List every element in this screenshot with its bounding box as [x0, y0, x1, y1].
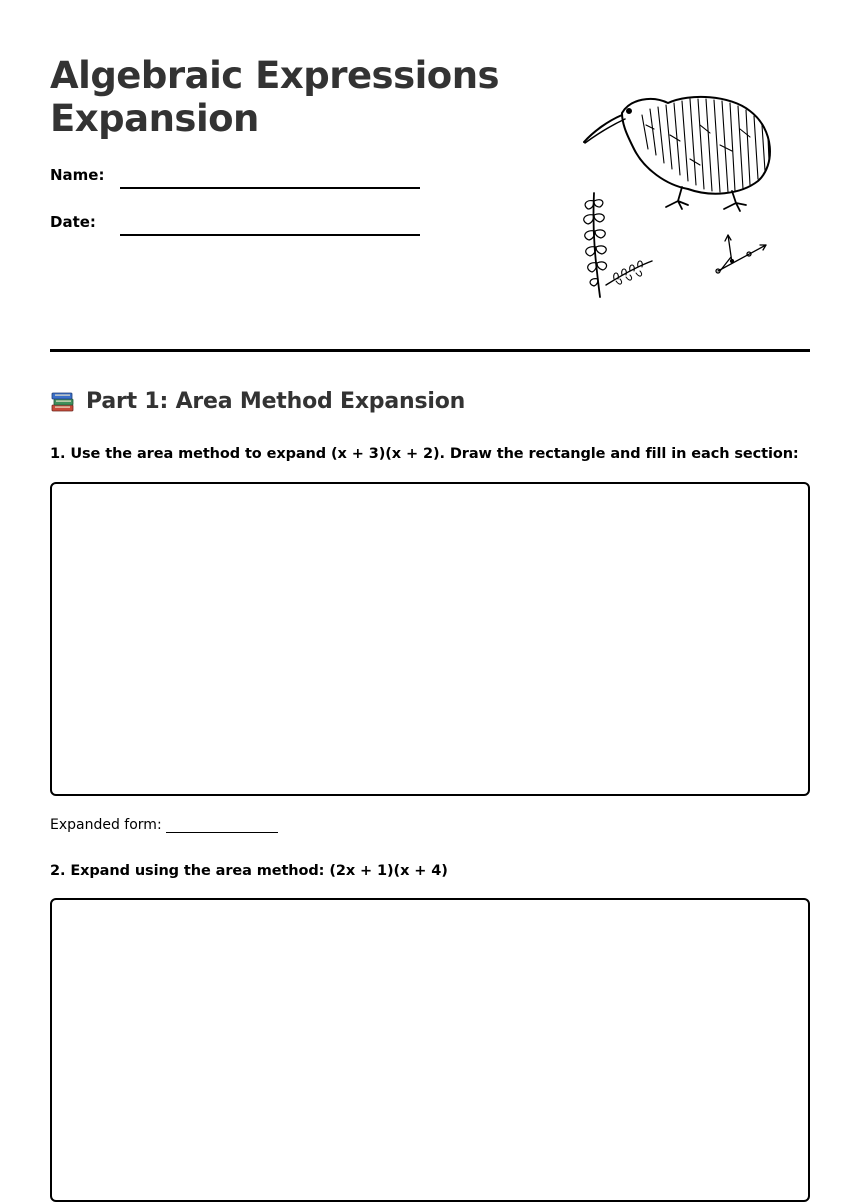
name-label: Name: — [50, 166, 105, 184]
part1-heading-text: Part 1: Area Method Expansion — [86, 388, 466, 414]
books-icon — [50, 388, 76, 414]
part1-heading — [50, 388, 465, 414]
question-1-answer-area[interactable] — [50, 482, 810, 796]
title-line-2: Expansion — [50, 97, 259, 140]
title-line-1: Algebraic Expressions — [50, 54, 500, 97]
question-1-prompt: 1. Use the area method to expand (x + 3)(x + 2). Draw the rectangle and fill in each section: — [50, 446, 799, 462]
date-label: Date: — [50, 213, 96, 231]
expanded-form-label: Expanded form: — [50, 817, 162, 833]
question-2-answer-area[interactable] — [50, 898, 810, 1202]
question-1-expanded-form — [50, 817, 278, 833]
section-divider — [50, 349, 810, 352]
expanded-form-blank[interactable] — [166, 820, 278, 833]
worksheet-title — [50, 54, 550, 140]
question-2-prompt: 2. Expand using the area method: (2x + 1)(x + 4) — [50, 863, 448, 879]
kiwi-bird-fern-southern-cross-icon — [570, 85, 780, 310]
name-field[interactable] — [120, 187, 420, 189]
date-field[interactable] — [120, 234, 420, 236]
